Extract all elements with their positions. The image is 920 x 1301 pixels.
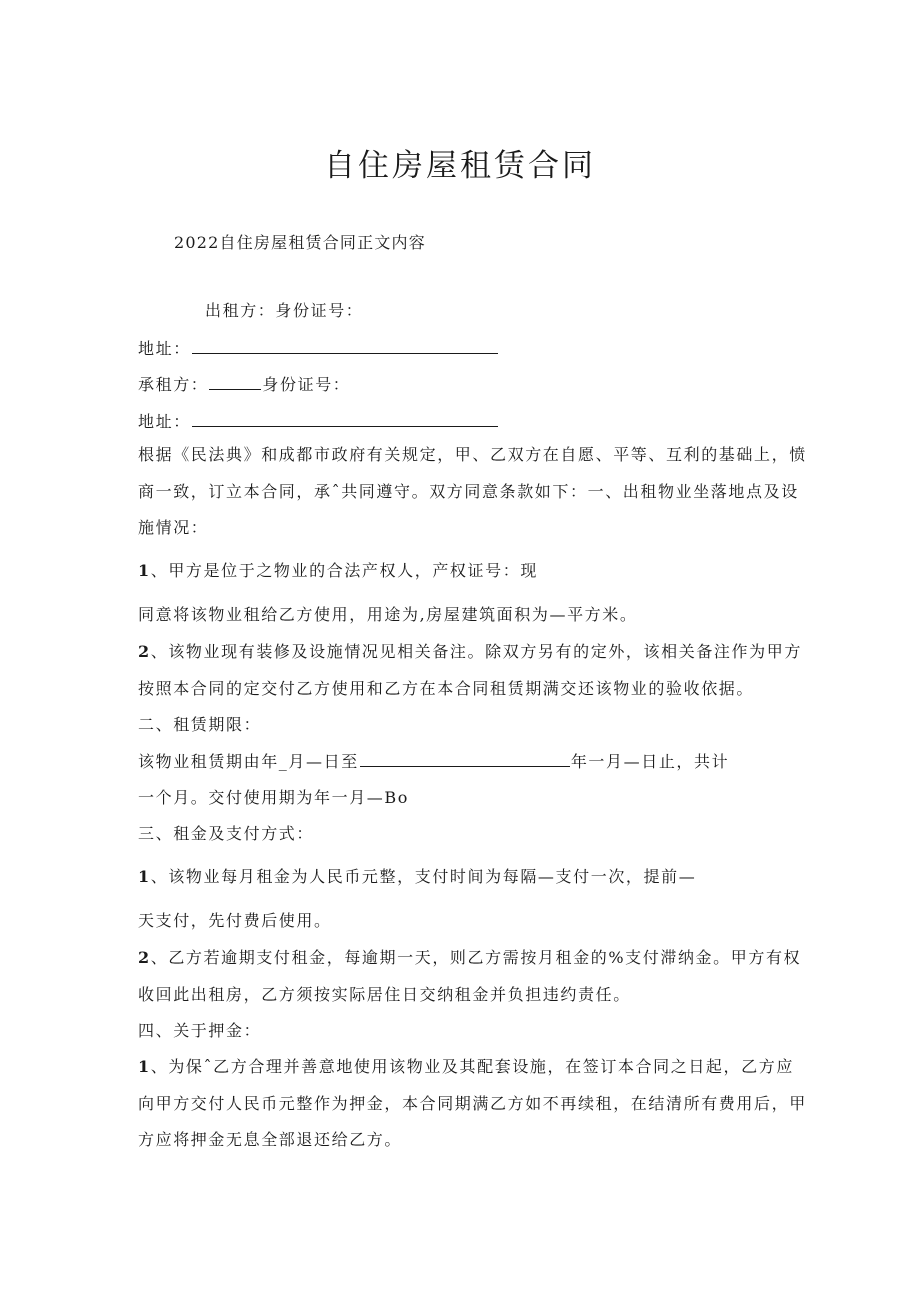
section-3-heading: 三、租金及支付方式： — [138, 824, 315, 843]
lessor-address-line — [138, 337, 499, 360]
document-title: 自住房屋租赁合同 — [324, 148, 596, 184]
clause-1-2 — [138, 641, 802, 663]
clause-text: 、甲方是位于之物业的合法产权人，产权证号：现 — [150, 561, 538, 580]
clause-text: 、为保ˆ乙方合理并善意地使用该物业及其配套设施，在签订本合同之日起，乙方应 — [150, 1057, 794, 1076]
clause-1-1 — [138, 560, 538, 582]
clause-text: 、该物业每月租金为人民币元整，支付时间为每隔—支付一次，提前— — [150, 867, 697, 886]
address-blank — [192, 337, 498, 354]
clause-1-1-continued: 同意将该物业租给乙方使用，用途为,房屋建筑面积为—平方米。 — [138, 605, 638, 624]
clause-number: 2 — [138, 642, 151, 661]
term-end: 年一月—日止，共计 — [570, 752, 730, 771]
lessee-address-line — [138, 410, 499, 433]
intro-paragraph-line: 商一致，订立本合同，承ˆ共同遵守。双方同意条款如下：一、出租物业坐落地点及设 — [138, 482, 799, 501]
clause-4-1 — [138, 1056, 794, 1078]
intro-paragraph-line: 施情况： — [138, 518, 209, 537]
lease-term-line — [138, 750, 729, 773]
term-end-blank — [360, 750, 570, 767]
clause-number: 1 — [138, 1057, 151, 1076]
address-label: 地址： — [138, 339, 191, 358]
clause-3-2 — [138, 947, 801, 969]
clause-4-1-continued: 方应将押金无息全部退还给乙方。 — [138, 1130, 403, 1149]
clause-4-1-continued: 向甲方交付人民币元整作为押金，本合同期满乙方如不再续租，在结清所有费用后，甲 — [138, 1094, 807, 1113]
delivery-end: Bo — [384, 788, 409, 807]
document-subtitle: 2022自住房屋租赁合同正文内容 — [174, 233, 426, 252]
section-2-heading: 二、租赁期限： — [138, 715, 262, 734]
lessor-line: 出租方：身份证号： — [205, 301, 364, 320]
clause-number: 2 — [138, 948, 151, 967]
term-start: 该物业租赁期由年_月—日至 — [138, 752, 359, 771]
intro-paragraph-line: 根据《民法典》和成都市政府有关规定，甲、乙双方在自愿、平等、互利的基础上，愤 — [138, 445, 807, 464]
lessee-line — [138, 373, 350, 396]
clause-text: 、乙方若逾期支付租金，每逾期一天，则乙方需按月租金的%支付滞纳金。甲方有权 — [150, 948, 802, 967]
lessee-id-label: 身份证号： — [262, 375, 351, 394]
lessee-name-blank — [209, 373, 261, 390]
clause-3-1 — [138, 866, 696, 888]
delivery-text: 一个月。交付使用期为年一月— — [138, 788, 385, 807]
address-blank — [192, 410, 498, 427]
clause-1-2-continued: 按照本合同的定交付乙方使用和乙方在本合同租赁期满交还该物业的验收依据。 — [138, 679, 755, 698]
clause-text: 、该物业现有装修及设施情况见相关备注。除双方另有的定外，该相关备注作为甲方 — [150, 642, 802, 661]
clause-number: 1 — [138, 561, 151, 580]
address-label: 地址： — [138, 412, 191, 431]
section-4-heading: 四、关于押金： — [138, 1021, 262, 1040]
lessee-label: 承租方： — [138, 375, 209, 394]
clause-3-1-continued: 天支付，先付费后使用。 — [138, 911, 332, 930]
delivery-term-line — [138, 787, 409, 809]
clause-number: 1 — [138, 867, 151, 886]
clause-3-2-continued: 收回此出租房，乙方须按实际居住日交纳租金并负担违约责任。 — [138, 985, 631, 1004]
